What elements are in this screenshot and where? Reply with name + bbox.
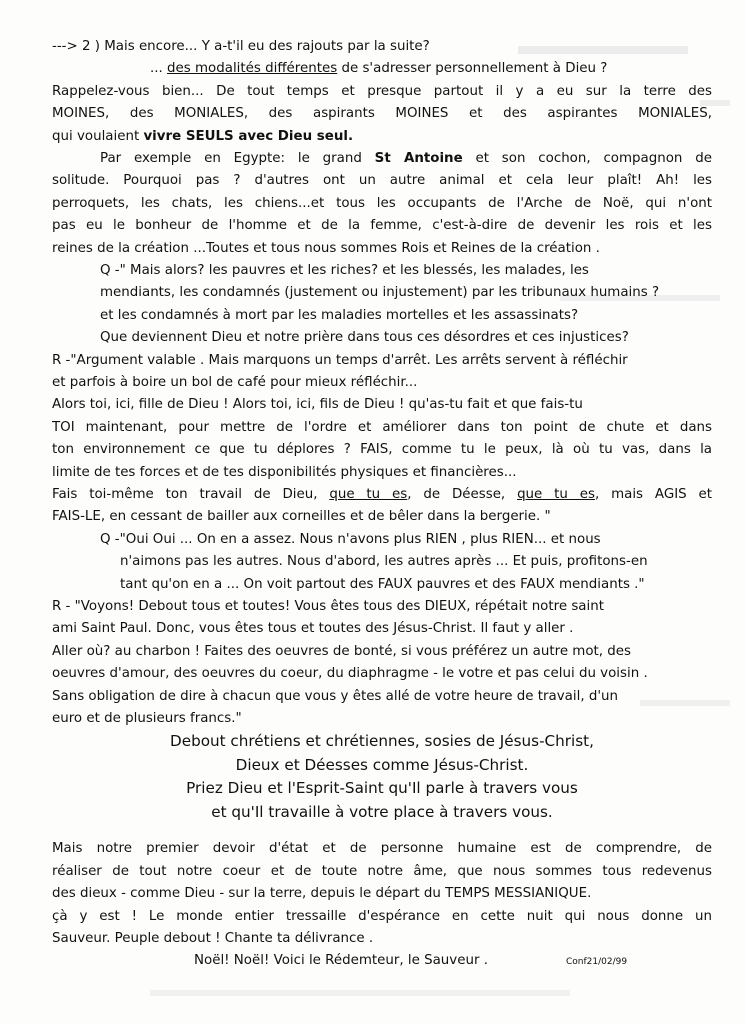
text-line: Que deviennent Dieu et notre prière dans tous ces désordres et ces injustices? xyxy=(100,330,629,346)
text-span: ... xyxy=(150,61,168,77)
text-line xyxy=(52,484,712,506)
text-span: de s'adresser personnellement à Dieu ? xyxy=(337,61,608,77)
conference-date: Conf21/02/99 xyxy=(565,957,628,968)
bold-phrase: vivre SEULS avec Dieu seul. xyxy=(143,128,354,144)
text-line: réaliser de tout notre coeur et de toute notre âme, que nous sommes tous redevenus xyxy=(52,863,712,879)
text-line: Q -"Oui Oui ... On en a assez. Nous n'avons plus RIEN , plus RIEN... et nous xyxy=(100,531,601,547)
text-line: ton environnement ce que tu déplores ? FAIS, comme tu le peux, là où tu vas, dans la xyxy=(52,442,712,458)
text-line: perroquets, les chats, les chiens...et tous les occupants de l'Arche de Noë, qui n'ont xyxy=(52,195,712,211)
text-line: des dieux - comme Dieu - sur la terre, depuis le départ du TEMPS MESSIANIQUE. xyxy=(52,886,592,902)
text-line: ami Saint Paul. Donc, vous êtes tous et toutes des Jésus-Christ. Il faut y aller . xyxy=(52,621,574,637)
text-line: Sans obligation de dire à chacun que vous y êtes allé de votre heure de travail, d'un xyxy=(52,688,618,704)
text-span: Fais toi-même ton travail de Dieu, xyxy=(52,487,330,502)
text-line xyxy=(52,148,712,170)
text-line: ---> 2 ) Mais encore... Y a-t'il eu des rajouts par la suite? xyxy=(52,39,430,54)
verse-line: Dieux et Déesses comme Jésus-Christ. xyxy=(235,755,529,774)
text-line: solitude. Pourquoi pas ? d'autres ont un autre animal et cela leur plaît! Ah! les xyxy=(52,173,712,189)
verse-line: Priez Dieu et l'Esprit-Saint qu'Il parle à travers vous xyxy=(186,779,578,798)
text-line: tant qu'on en a ... On voit partout des FAUX pauvres et des FAUX mendiants ." xyxy=(120,576,645,592)
closing-line xyxy=(52,950,712,973)
text-line: çà y est ! Le monde entier tressaille d'espérance en cette nuit qui nous donne un xyxy=(52,908,712,924)
text-line: et les condamnés à mort par les maladies mortelles et les assassinats? xyxy=(100,307,579,323)
spacer xyxy=(52,824,712,838)
bold-phrase: St Antoine xyxy=(374,151,463,166)
text-line: MOINES, des MONIALES, des aspirants MOINES et des aspirantes MONIALES, xyxy=(52,106,712,122)
text-line xyxy=(52,126,712,148)
text-line: et parfois à boire un bol de café pour mieux réfléchir... xyxy=(52,375,418,390)
text-span: qui voulaient xyxy=(52,128,144,144)
text-line: euro et de plusieurs francs." xyxy=(52,711,242,727)
text-line: mendiants, les condamnés (justement ou injustement) par les tribunaux humains ? xyxy=(100,285,660,301)
verse-line: Debout chrétiens et chrétiennes, sosies de Jésus-Christ, xyxy=(170,732,594,751)
text-span: , mais AGIS et xyxy=(594,487,712,502)
underlined-phrase: que tu es xyxy=(329,487,408,502)
text-line: Alors toi, ici, fille de Dieu ! Alors toi, ici, fils de Dieu ! qu'as-tu fait et que fais-tu xyxy=(52,397,583,413)
text-line: oeuvres d'amour, des oeuvres du coeur, du diaphragme - le votre et pas celui du voisin . xyxy=(52,666,648,682)
text-line xyxy=(52,58,712,80)
text-line: Aller où? au charbon ! Faites des oeuvres de bonté, si vous préférez un autre mot, des xyxy=(52,643,632,659)
document-page xyxy=(52,36,712,974)
underlined-phrase: des modalités différentes xyxy=(167,61,338,77)
text-line: Sauveur. Peuple debout ! Chante ta délivrance . xyxy=(52,931,374,947)
text-span: , de Déesse, xyxy=(407,487,518,502)
closing-text: Noël! Noël! Voici le Rédemteur, le Sauveur . xyxy=(194,953,488,969)
text-line: Mais notre premier devoir d'état et de personne humaine est de comprendre, de xyxy=(52,841,712,857)
text-span: et son cochon, compagnon de xyxy=(462,151,712,166)
verse-line: et qu'Il travaille à votre place à travers vous. xyxy=(211,802,553,821)
text-span: Par exemple en Egypte: le grand xyxy=(100,151,375,166)
text-line: FAIS-LE, en cessant de bailler aux corneilles et de bêler dans la bergerie. " xyxy=(52,509,551,525)
text-line: TOI maintenant, pour mettre de l'ordre et améliorer dans ton point de chute et dans xyxy=(52,419,712,435)
text-line: R - "Voyons! Debout tous et toutes! Vous êtes tous des DIEUX, répétait notre saint xyxy=(52,599,604,615)
text-line: R -"Argument valable . Mais marquons un temps d'arrêt. Les arrêts servent à réfléchir xyxy=(52,352,628,368)
bleed-through-mark xyxy=(150,990,570,996)
text-line: Q -" Mais alors? les pauvres et les riches? et les blessés, les malades, les xyxy=(100,262,589,278)
underlined-phrase: que tu es xyxy=(517,487,595,502)
text-line: limite de tes forces et de tes disponibilités physiques et financières... xyxy=(52,464,517,480)
text-line: n'aimons pas les autres. Nous d'abord, les autres après ... Et puis, profitons-en xyxy=(120,554,648,570)
text-line: Rappelez-vous bien... De tout temps et presque partout il y a eu sur la terre des xyxy=(52,83,712,99)
text-line: reines de la création ...Toutes et tous nous sommes Rois et Reines de la création . xyxy=(52,240,600,256)
text-line: pas eu le bonheur de l'homme et de la femme, c'est-à-dire de devenir les rois et les xyxy=(52,218,712,234)
